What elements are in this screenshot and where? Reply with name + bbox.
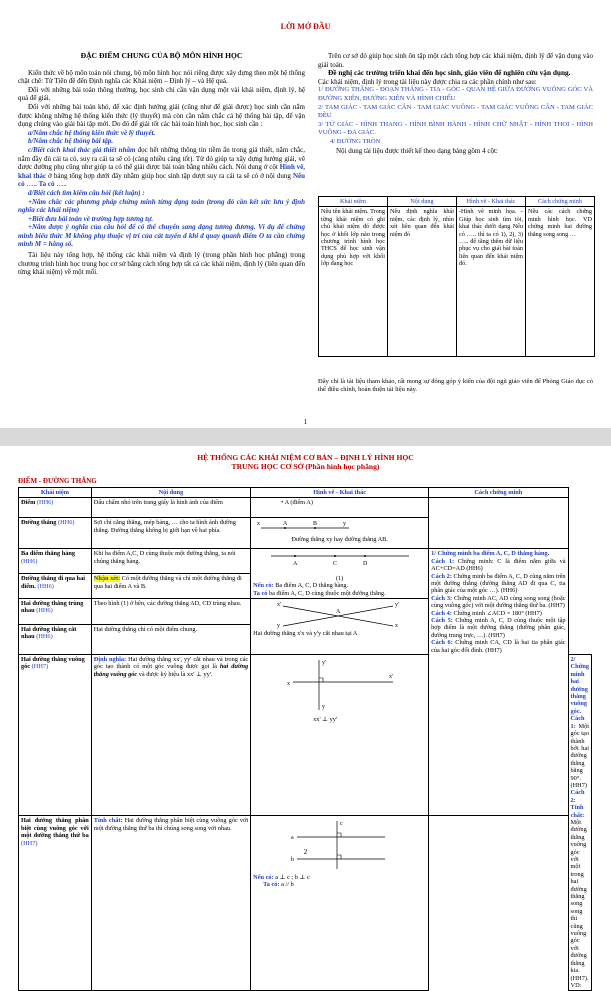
left-item-d2: +Biết đưa bài toán về trường hợp tương tự.: [28, 214, 154, 223]
concept-content: Khi ba điểm A,C, D cùng thuộc một đường thẳng, ta nói chúng thẳng hàng.: [91, 549, 250, 574]
method-text: Một đường thẳng vuông góc với một trong hai đường thẳng song song thì cũng vuông góc với đường thẳng kia. (HH7). VD:: [570, 818, 589, 989]
structure-header: Cách chứng minh: [526, 197, 595, 207]
method-label: Cách 6:: [431, 639, 453, 647]
c-neuco: Nếu có: [18, 171, 305, 189]
c-taco: Ta có: [38, 180, 55, 189]
grade-tag: (HH6): [58, 519, 75, 527]
left-item-d3: +Nắm được ý nghĩa của câu hỏi để có thể chuyển sang dạng tương đương. Ví dụ để chứng minh biểu thức M không phụ thuộc vị trí của cát tuyến d khi d quay quanh điểm O ta cần chứng minh M = hằng số.: [18, 223, 305, 249]
structure-table: [318, 196, 595, 357]
label-y: y: [343, 521, 347, 528]
label-y: y: [322, 704, 326, 711]
method-text: Chứng minh ∠ACD = 180° (HH7): [453, 609, 542, 617]
section-title: ĐIỂM - ĐƯỜNG THẲNG: [18, 477, 97, 485]
parallel-lines-figure: [253, 817, 425, 871]
table-header: Cách chứng minh: [429, 488, 568, 498]
method-label: Cách 2:: [431, 572, 452, 580]
label-d: D: [363, 561, 368, 568]
figure-caption: Hai đường thẳng x'x và y'y cắt nhau tại A: [253, 630, 358, 638]
taco-label: Ta có: [253, 589, 268, 597]
right-footer: Đây chỉ là tài liệu tham khảo, rất mong sự đóng góp ý kiến của đội ngũ giáo viên để Phòng Giáo dục có thể điều chỉnh, hoàn thiện tài liệu này.: [318, 378, 593, 393]
table-header: Hình vẽ - Khai thác: [251, 488, 429, 498]
label-a: A: [336, 609, 341, 616]
c-dots: …..: [26, 180, 37, 189]
concept-content: Theo hình (1) ở bên, các đường thẳng AD, CD trùng nhau.: [91, 599, 250, 625]
left-p3: Đối với những bài toán khó, để xác định hướng giải (cũng như để giải được) học sinh cần nắm được không những hệ thống kiến thức (lý thuyết) mà còn cần nắm chắc cả hệ thống bài tập, để vận dụng chúng vào giải bài tập mới. Do đó để giải tốt các bài toán hình học, học sinh cần :: [18, 102, 305, 129]
collinear-figure: [253, 550, 425, 572]
right-item-4: 4/ ĐƯỜNG TRÒN: [330, 137, 381, 145]
page-1: [0, 0, 611, 428]
concept-content: Hai đường thẳng phân biệt cùng vuông góc với một đường thẳng thứ ba thì chúng song song với nhau.: [93, 817, 249, 832]
label-a: A: [293, 561, 298, 568]
left-title: ĐẶC ĐIỂM CHUNG CỦA BỘ MÔN HÌNH HỌC: [80, 51, 243, 60]
concept-table: [18, 487, 592, 991]
page1-heading: LỜI MỞ ĐẦU: [280, 22, 331, 31]
method-text: Một góc tạo thành bởi hai đường thẳng bằng 90°. (HH7): [570, 722, 589, 789]
property-label: Tính chất:: [93, 817, 123, 825]
page-number: 2: [303, 848, 308, 856]
structure-cell: Nêu tên khái niệm. Trong từng khái niệm có ghi chú khái niệm đó được học ở khối lớp nào trong chương trình hình học THCS để học sinh vận dụng phù hợp với khối lớp đang học: [319, 207, 388, 357]
line-xy-figure: [253, 519, 353, 533]
concept-term: hai đường thẳng vuông góc: [93, 663, 249, 678]
property-label: Tính chất:: [570, 804, 585, 819]
concept-label: Hai đường thẳng phân biệt cùng vuông góc với một đường thẳng thứ ba: [21, 817, 89, 840]
label-b: B: [313, 521, 318, 528]
right-column: [318, 52, 593, 155]
concept-label: Điểm: [21, 499, 36, 507]
method-text: Chứng minh AC, AD cùng song song (hoặc cùng vuông góc) với một đường thẳng thứ ba. (HH7): [431, 594, 566, 610]
left-item-a: a/Nắm chắc hệ thống kiến thức về lý thuyết.: [28, 128, 156, 137]
table-header: Khái niệm: [19, 488, 92, 498]
label-x: x: [287, 681, 291, 688]
taco-text: a // b: [281, 881, 294, 889]
concept-label: Hai đường thẳng trùng nhau: [21, 600, 84, 615]
neuco-text: a ⊥ c ; b ⊥ c: [275, 873, 310, 881]
structure-cell: -Hình vẽ minh họa. -Giúp học sinh tìm tòi, khai thác dưới dạng Nếu có ….. thì ta có 1), 2), 3) ….. để tăng thêm dữ liệu phục vụ cho giải bài toán liên quan đến khái niệm đó.: [457, 207, 526, 357]
page2-subtitle: TRUNG HỌC CƠ SỞ (Phần hình học phẳng): [231, 462, 380, 471]
concept-label: Đường thẳng đi qua hai điểm.: [21, 575, 85, 590]
concept-content: Sợi chỉ căng thẳng, mép bảng, … cho ta hình ảnh đường thẳng. Đường thẳng không bị giới hạn về hai phía.: [91, 518, 250, 549]
right-p1: Trên cơ sở đó giúp học sinh ôn tập một cách tổng hợp các khái niệm, định lý để vận dụng vào giải toán.: [318, 52, 593, 69]
figure-caption: xx' ⊥ yy': [313, 716, 338, 724]
page2-title: HỆ THỐNG CÁC KHÁI NIỆM CƠ BẢN – ĐỊNH LÝ HÌNH HỌC: [197, 453, 414, 462]
structure-header: Nội dung: [388, 197, 457, 207]
neuco-label: Nếu có:: [253, 873, 274, 881]
neuco-text: Ba điểm A, C, D thẳng hàng.: [275, 582, 349, 590]
grade-tag: (HH7): [21, 839, 38, 847]
right-p3: Các khái niệm, định lý trong tài liệu này được chia ra các phần chính như sau:: [318, 77, 537, 86]
method-label: Cách 1:: [431, 557, 455, 565]
left-p4: Tài liệu này tổng hợp, hệ thống các khái niệm và định lý (trong phần hình học phẳng) trong chương trình hình học trung học cơ sở bằng cách tổng hợp tất cả các khái niệm, định lý (liên quan đến từng khái niệm) về một mối.: [18, 251, 305, 277]
c-hinhve: Hình vẽ, khai thác: [18, 163, 306, 180]
label-x: x: [257, 521, 261, 528]
concept-figure: • A (điểm A): [251, 498, 429, 518]
left-p1: Kiến thức về bộ môn toán nói chung, bộ môn hình học nói riêng được xây dựng theo một hệ thống chặt chẽ: Từ Tiên đề đến Định nghĩa các Khái niệm – Định lý – và Hệ quả.: [18, 68, 305, 86]
intersecting-lines-figure: [253, 600, 425, 628]
structure-cell: Nêu định nghĩa khái niệm, các định lý, nhìn xét liên quan đến khái niệm đó: [388, 207, 457, 357]
method-label: Cách 3:: [431, 594, 453, 602]
grade-tag: (HH6): [37, 582, 54, 590]
perpendicular-figure: [253, 656, 425, 718]
right-item-2: 2/ TAM GIÁC - TAM GIÁC CÂN - TAM GIÁC VUÔNG - TAM GIÁC VUÔNG CÂN - TAM GIÁC ĐỀU: [318, 103, 593, 120]
method-label: Cách 5:: [431, 617, 453, 625]
concept-content: Dấu chấm nhỏ trên trang giấy là hình ảnh của điểm: [91, 498, 250, 518]
grade-tag: (HH6): [36, 499, 54, 507]
right-item-3: 3/ TỨ GIÁC - HÌNH THANG - HÌNH BÌNH HÀNH - HÌNH CHỮ NHẬT - HÌNH THOI - HÌNH VUÔNG - ĐA GIÁC.: [318, 120, 593, 137]
label-c: c: [340, 821, 343, 828]
left-item-d1: +Nắm chắc các phương pháp chứng minh từng dạng toán (trong đó cần kết sức lưu ý định nghĩa các khái niệm): [18, 197, 305, 215]
label-a: a: [291, 835, 294, 842]
concept-content: Có một đường thẳng và chỉ một đường thẳng đi qua hai điểm A và B.: [93, 575, 242, 590]
left-item-d: d/Biết cách tìm kiếm câu hỏi (kết luận) :: [28, 188, 145, 197]
concept-content: Hai đường thẳng chỉ có một điểm chung.: [91, 625, 250, 655]
table-header: Nội dung: [91, 488, 250, 498]
method-text: Chứng minh: C là điểm nằm giữa và AC+CD=AD (HH6): [431, 557, 566, 573]
structure-header: Hình vẽ - Khai thác: [457, 197, 526, 207]
c-lead: c/Biết cách khai thác giả thiết nhằm: [28, 145, 136, 154]
label-b: b: [291, 857, 295, 864]
figure-number: (1): [335, 574, 344, 582]
method-text: Chứng minh ba điểm A, C, D cùng nằm trên một đường thẳng (đường thẳng AD đi qua C, tia phân giác của một góc …). (HH6): [431, 572, 566, 595]
table-row: [19, 498, 592, 518]
label-a: A: [283, 521, 288, 528]
concept-label: Hai đường thẳng cắt nhau: [21, 626, 77, 641]
concept-content: Hai đường thẳng xx', yy' cắt nhau và trong các góc tạo thành có một góc vuông được gọi là: [93, 656, 249, 671]
concept-label: Ba điểm thẳng hàng: [21, 550, 76, 558]
method-text: Chứng minh A, C, D cùng thuộc một tập hợp điểm là một đường thẳng (đường phân giác, đường trung trực, …). (HH7): [431, 617, 566, 639]
method-label: Cách 4:: [431, 609, 452, 617]
grade-tag: (HH7): [31, 663, 49, 671]
left-column: [18, 52, 305, 277]
proof-methods-2: [568, 655, 591, 991]
table-intro: Nội dung tài liệu được thiết kế theo dạng bảng gồm 4 cột:: [336, 146, 498, 155]
nhanxet-label: Nhận xét:: [93, 575, 121, 583]
right-item-1: 1/ ĐƯỜNG THẲNG - ĐOẠN THẲNG - TIA - GÓC - QUAN HỆ GIỮA ĐƯỜNG VUÔNG GÓC VÀ ĐƯỜNG XIÊN, ĐƯỜNG XIÊN VÀ HÌNH CHIẾU: [318, 86, 593, 102]
structure-cell: Nêu các cách chứng minh hình học. VD chứng minh hai đường thẳng song song …: [526, 207, 595, 357]
right-p2: Đề nghị các trường triển khai đến học sinh, giáo viên để nghiên cứu vận dụng.: [328, 68, 571, 78]
label-x: x: [395, 623, 399, 630]
neuco-label: Nếu có:: [253, 582, 274, 590]
proof1-title: 1/ Chứng minh ba điểm A, C, D thẳng hàng.: [431, 550, 550, 558]
definition-label: Định nghĩa:: [93, 656, 127, 664]
method-text: Chứng minh CA, CD là hai tia phân giác của hai góc đối đỉnh. (HH7): [431, 639, 566, 654]
figure-caption: Đường thẳng xy hay đường thẳng AB.: [291, 535, 388, 543]
structure-header: Khái niệm: [319, 197, 388, 207]
c-end: …..: [56, 180, 67, 189]
proof2-title: 2/ Chứng minh hai đường thẳng vuông góc.: [570, 656, 590, 715]
table-row: [19, 549, 592, 574]
concept-content-end: và được ký hiệu là xx' ⊥ yy'.: [138, 670, 213, 678]
grade-tag: (HH6): [36, 607, 53, 615]
label-y-prime: y': [322, 660, 327, 667]
label-y-prime: y': [395, 602, 400, 609]
grade-tag: (HH6): [36, 633, 53, 641]
concept-label: Đường thẳng: [21, 519, 57, 527]
label-x-prime: x': [389, 674, 394, 681]
method-label: Cách 2:: [570, 789, 585, 804]
page-number: 1: [303, 418, 308, 426]
table-row: [19, 816, 592, 991]
taco-text: ba điểm A, C, D cùng thuộc một đường thẳng.: [269, 589, 386, 597]
label-y: y: [277, 623, 281, 630]
page-2: [0, 446, 611, 989]
c-rest2: ở bảng tổng hợp dưới đây nhằm giúp học sinh tập dượt suy ra cái ta sẽ có ở nội dung: [48, 171, 291, 180]
label-c: C: [333, 561, 338, 568]
proof-methods-1: [429, 549, 568, 816]
method-label: Cách 1:: [570, 715, 585, 730]
left-p2: Đối với những bài toán thông thường, học sinh chỉ cần vận dụng một vài khái niệm, định lý, hệ quả để giải.: [18, 85, 305, 103]
left-item-b: b/Nắm chắc hệ thống bài tập.: [28, 137, 114, 146]
grade-tag: (HH6): [21, 557, 38, 565]
label-x-prime: x': [277, 602, 282, 609]
c-rest: đọc hết những thông tin tiềm ẩn trong giả thiết, nắm chắc, nắm đầy đủ cái ta có, suy ra cái ta sẽ có (càng nhiều càng tốt). Từ đó giúp ta xây dựng hướng giải, vẽ được đường phụ cũng như giúp ta có thể giải được bài toán bằng nhiều cách. Nói dung ở cột: [18, 145, 305, 172]
page-separator: [0, 428, 611, 446]
left-item-c: [18, 146, 305, 189]
taco-label: Ta có:: [263, 881, 280, 889]
concept-label: Hai đường thẳng vuông góc: [21, 656, 85, 671]
